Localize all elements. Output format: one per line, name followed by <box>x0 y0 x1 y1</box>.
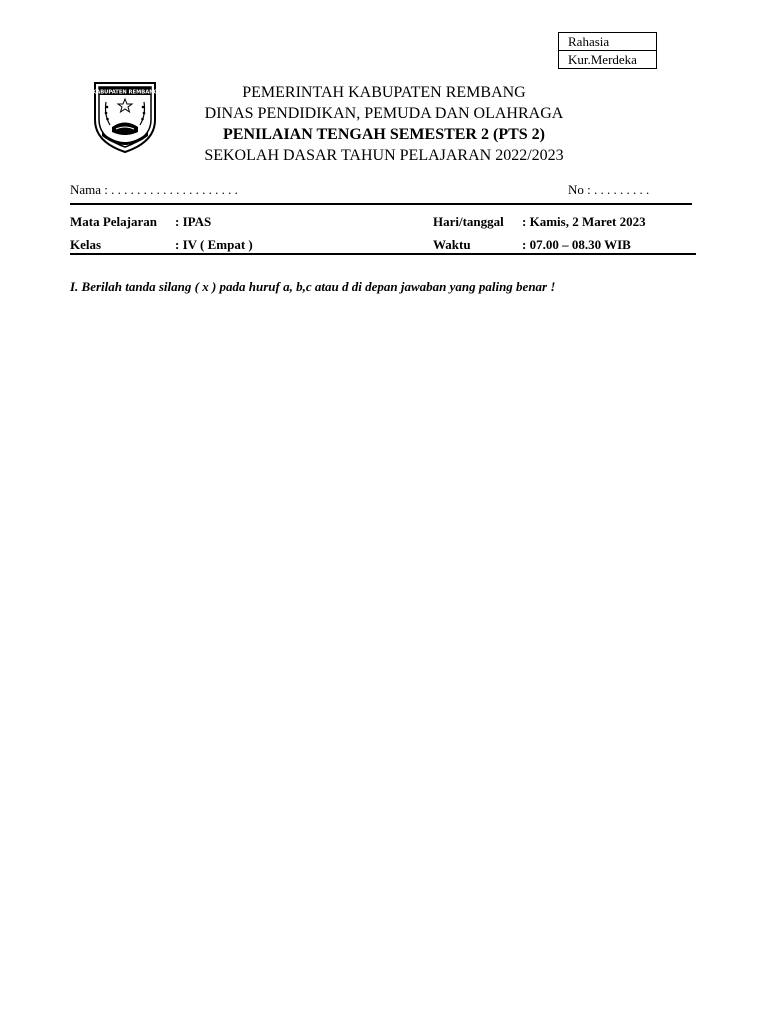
subject-value: : IPAS <box>175 214 212 229</box>
class-value: : IV ( Empat ) <box>175 237 253 252</box>
svg-text:KABUPATEN REMBANG: KABUPATEN REMBANG <box>92 89 158 96</box>
student-name-field: Nama : . . . . . . . . . . . . . . . . . . . . <box>70 182 238 197</box>
school-year-title: SEKOLAH DASAR TAHUN PELAJARAN 2022/2023 <box>204 147 564 164</box>
exam-header <box>150 82 618 166</box>
subject-label: Mata Pelajaran <box>70 214 158 229</box>
regency-emblem-logo <box>92 80 158 154</box>
section-instruction: I. Berilah tanda silang ( x ) pada huruf a, b,c atau d di depan jawaban yang paling benar ! <box>70 279 556 294</box>
department-title: DINAS PENDIDIKAN, PEMUDA DAN OLAHRAGA <box>204 105 564 122</box>
info-divider <box>70 253 696 255</box>
classification-secret: Rahasia <box>568 34 610 49</box>
day-date-label: Hari/tanggal <box>433 214 504 229</box>
exam-title: PENILAIAN TENGAH SEMESTER 2 (PTS 2) <box>223 126 545 143</box>
student-number-field: No : . . . . . . . . . <box>568 182 650 197</box>
classification-box <box>558 32 657 69</box>
government-title: PEMERINTAH KABUPATEN REMBANG <box>242 84 526 101</box>
header-divider <box>70 203 692 205</box>
time-label: Waktu <box>433 237 471 252</box>
day-date-value: : Kamis, 2 Maret 2023 <box>522 214 646 229</box>
class-label: Kelas <box>70 237 102 252</box>
time-value: : 07.00 – 08.30 WIB <box>522 237 631 252</box>
classification-curriculum: Kur.Merdeka <box>559 50 656 68</box>
